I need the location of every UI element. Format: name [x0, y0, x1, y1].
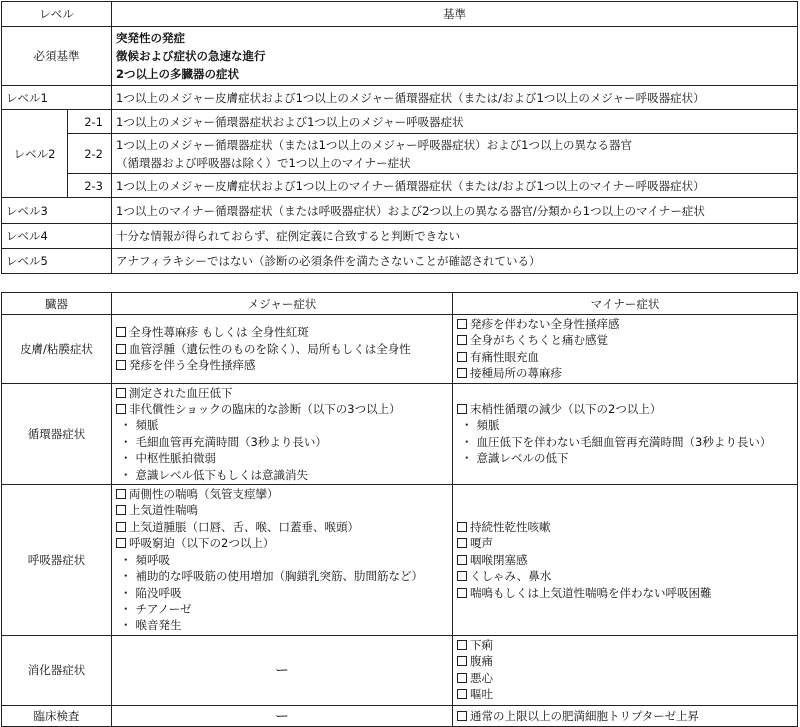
symptom-text: 血圧低下を伴わない毛細血管再充満時間（3秒より長い）: [476, 434, 772, 449]
checkbox-icon: [457, 368, 467, 378]
checkbox-icon: [457, 555, 467, 565]
symptom-item: [457, 653, 793, 669]
resp-major-list: [112, 485, 453, 636]
symptom-text: 末梢性循環の減少（以下の2つ以上）: [470, 402, 662, 417]
required-line: 徴候および症状の急速な進行: [116, 49, 266, 63]
checkbox-icon: [116, 538, 126, 548]
checkbox-icon: [116, 522, 126, 532]
symptom-item: [457, 585, 793, 601]
checkbox-icon: [457, 335, 467, 345]
organ-symptom-table: [1, 292, 798, 727]
symptom-text: 意識レベル低下もしくは意識消失: [135, 467, 308, 482]
checkbox-icon: [457, 640, 467, 650]
level3-label: レベル3: [2, 198, 68, 224]
required-line: 2つ以上の多臓器の症状: [116, 67, 240, 81]
level5-text: アナフィラキシーではない（診断の必須条件を満たさないことが確認されている）: [112, 249, 798, 274]
symptom-text: 嘔吐: [470, 686, 493, 701]
lab-minor-list: [453, 705, 798, 726]
level2-2-text: [112, 134, 798, 174]
organ-lab-test: 臨床検査: [2, 705, 112, 726]
bullet-icon: ・: [461, 434, 473, 449]
symptom-item: [116, 357, 448, 373]
lab-major-dash: ー: [112, 705, 453, 726]
checkbox-icon: [116, 360, 126, 370]
symptom-item: [116, 486, 448, 502]
symptom-item: [116, 385, 448, 401]
organ-circulatory: 循環器症状: [2, 383, 112, 484]
symptom-text: 有痛性眼充血: [470, 349, 539, 364]
level2-2-line: （循環器および呼吸器は除く）で1つ以上のマイナー症状: [116, 155, 411, 170]
bullet-icon: ・: [120, 569, 132, 584]
symptom-item: [116, 585, 448, 601]
symptom-text: くしゃみ、鼻水: [470, 569, 552, 584]
bullet-icon: ・: [120, 601, 132, 616]
level2-3-text: 1つ以上のメジャー皮膚症状および1つ以上のマイナー循環器症状（または/および1つ以上のマイナー呼吸器症状）: [112, 174, 798, 198]
symptom-text: 通常の上限以上の肥満細胞トリプターゼ上昇: [470, 708, 699, 723]
gi-major-dash: ー: [112, 635, 453, 705]
level2-3-label: 2-3: [68, 174, 112, 198]
symptom-item: [457, 519, 793, 535]
symptom-text: 咽喉閉塞感: [470, 552, 528, 567]
bullet-icon: ・: [120, 618, 132, 633]
symptom-item: [116, 341, 448, 357]
symptom-item: [116, 450, 448, 466]
bullet-icon: ・: [461, 451, 473, 466]
checkbox-icon: [457, 571, 467, 581]
checkbox-icon: [457, 319, 467, 329]
symptom-text: 全身性蕁麻疹 もしくは 全身性紅斑: [129, 325, 309, 340]
header-organ: 臓器: [2, 293, 112, 315]
symptom-item: [457, 552, 793, 568]
organ-respiratory: 呼吸器症状: [2, 485, 112, 636]
symptom-text: 中枢性脈拍微弱: [135, 451, 216, 466]
symptom-item: [116, 467, 448, 483]
symptom-item: [457, 434, 793, 450]
level5-label: レベル5: [2, 249, 68, 274]
checkbox-icon: [116, 327, 126, 337]
symptom-item: [457, 637, 793, 653]
symptom-text: 補助的な呼吸筋の使用増加（胸鎖乳突筋、肋間筋など）: [135, 569, 423, 584]
symptom-item: [457, 365, 793, 381]
organ-gastrointestinal: 消化器症状: [2, 635, 112, 705]
symptom-item: [116, 324, 448, 340]
symptom-item: [457, 401, 793, 417]
bullet-icon: ・: [120, 418, 132, 433]
circ-major-list: [112, 383, 453, 484]
header-major: メジャー症状: [112, 293, 453, 315]
checkbox-icon: [457, 711, 467, 721]
level1-text: 1つ以上のメジャー皮膚症状および1つ以上のメジャー循環器症状（または/および1つ以上のメジャー呼吸器症状）: [112, 86, 798, 110]
bullet-icon: ・: [120, 434, 132, 449]
symptom-item: [457, 417, 793, 433]
organ-skin: 皮膚/粘膜症状: [2, 315, 112, 384]
symptom-item: [116, 568, 448, 584]
symptom-text: 喉音発生: [135, 618, 182, 633]
symptom-item: [457, 670, 793, 686]
level4-label: レベル4: [2, 224, 68, 249]
header-level: レベル: [2, 2, 112, 27]
symptom-text: 上気道性喘鳴: [129, 503, 198, 518]
checkbox-icon: [116, 505, 126, 515]
level4-text: 十分な情報が得られておらず、症例定義に合致すると判断できない: [112, 224, 798, 249]
symptom-item: [116, 601, 448, 617]
symptom-item: [457, 535, 793, 551]
checkbox-icon: [457, 404, 467, 414]
checkbox-icon: [116, 344, 126, 354]
header-minor: マイナー症状: [453, 293, 798, 315]
symptom-item: [116, 401, 448, 417]
symptom-item: [116, 535, 448, 551]
symptom-text: 両側性の喘鳴（気管支痙攣）: [129, 487, 279, 502]
required-criteria-label: 必須基準: [2, 27, 112, 86]
symptom-text: 上気道腫脹（口唇、舌、喉、口蓋垂、喉頭）: [129, 519, 359, 534]
symptom-text: 血管浮腫（遺伝性のものを除く）、局所もしくは全身性: [129, 341, 411, 356]
checkbox-icon: [457, 522, 467, 532]
circ-minor-list: [453, 383, 798, 484]
checkbox-icon: [116, 388, 126, 398]
required-line: 突発性の発症: [116, 31, 185, 45]
symptom-item: [116, 552, 448, 568]
symptom-item: [457, 316, 793, 332]
level1-label: レベル1: [2, 86, 68, 110]
symptom-text: 悪心: [470, 670, 493, 685]
symptom-item: [457, 332, 793, 348]
symptom-item: [457, 708, 793, 724]
checkbox-icon: [116, 404, 126, 414]
symptom-item: [116, 519, 448, 535]
gi-minor-list: [453, 635, 798, 705]
level2-2-line: 1つ以上のメジャー循環器症状（または1つ以上のメジャー呼吸器症状）および1つ以上の異なる器官: [116, 137, 632, 152]
symptom-item: [116, 417, 448, 433]
symptom-text: 毛細血管再充満時間（3秒より長い）: [135, 434, 327, 449]
symptom-text: 非代償性ショックの臨床的な診断（以下の3つ以上）: [129, 402, 401, 417]
symptom-text: 発疹を伴わない全身性掻痒感: [470, 317, 620, 331]
symptom-item: [116, 502, 448, 518]
symptom-text: 意識レベルの低下: [476, 451, 569, 466]
level2-2-label: 2-2: [68, 134, 112, 174]
symptom-text: 陥没呼吸: [135, 585, 182, 600]
symptom-text: 測定された血圧低下: [129, 385, 233, 400]
resp-minor-list: [453, 485, 798, 636]
symptom-text: 嗄声: [470, 536, 493, 551]
checkbox-icon: [457, 588, 467, 598]
checkbox-icon: [457, 352, 467, 362]
symptom-item: [116, 434, 448, 450]
symptom-text: 下痢: [470, 637, 493, 652]
symptom-text: 接種局所の蕁麻疹: [470, 366, 562, 381]
level3-text: 1つ以上のマイナー循環器症状（または呼吸器症状）および2つ以上の異なる器官/分類から1つ以上のマイナー症状: [112, 198, 798, 224]
skin-major-list: [112, 315, 453, 384]
header-criteria: 基準: [112, 2, 798, 27]
skin-minor-list: [453, 315, 798, 384]
level2-label: レベル2: [2, 110, 68, 198]
symptom-text: 頻脈: [476, 418, 500, 433]
checkbox-icon: [457, 689, 467, 699]
bullet-icon: ・: [120, 552, 132, 567]
symptom-item: [457, 450, 793, 466]
bullet-icon: ・: [120, 585, 132, 600]
bullet-icon: ・: [120, 467, 132, 482]
symptom-item: [116, 617, 448, 633]
symptom-text: 呼吸窮迫（以下の2つ以上）: [129, 536, 275, 551]
symptom-text: 喘鳴もしくは上気道性喘鳴を伴わない呼吸困難: [470, 585, 712, 600]
bullet-icon: ・: [461, 418, 473, 433]
required-criteria-text: [112, 27, 798, 86]
bullet-icon: ・: [120, 451, 132, 466]
symptom-text: 持続性乾性咳嗽: [470, 519, 551, 534]
checkbox-icon: [116, 489, 126, 499]
symptom-item: [457, 686, 793, 702]
level-criteria-table: [1, 1, 798, 274]
checkbox-icon: [457, 538, 467, 548]
symptom-text: 頻呼吸: [135, 552, 170, 567]
symptom-text: 頻脈: [135, 418, 159, 433]
level2-1-label: 2-1: [68, 110, 112, 134]
symptom-item: [457, 568, 793, 584]
symptom-item: [457, 349, 793, 365]
symptom-text: 全身がちくちくと痛む感覚: [470, 333, 608, 348]
symptom-text: 発疹を伴う全身性掻痒感: [129, 358, 256, 373]
checkbox-icon: [457, 656, 467, 666]
symptom-text: チアノーゼ: [135, 601, 192, 616]
symptom-text: 腹痛: [470, 654, 493, 669]
checkbox-icon: [457, 673, 467, 683]
level2-1-text: 1つ以上のメジャー循環器症状および1つ以上のメジャー呼吸器症状: [112, 110, 798, 134]
